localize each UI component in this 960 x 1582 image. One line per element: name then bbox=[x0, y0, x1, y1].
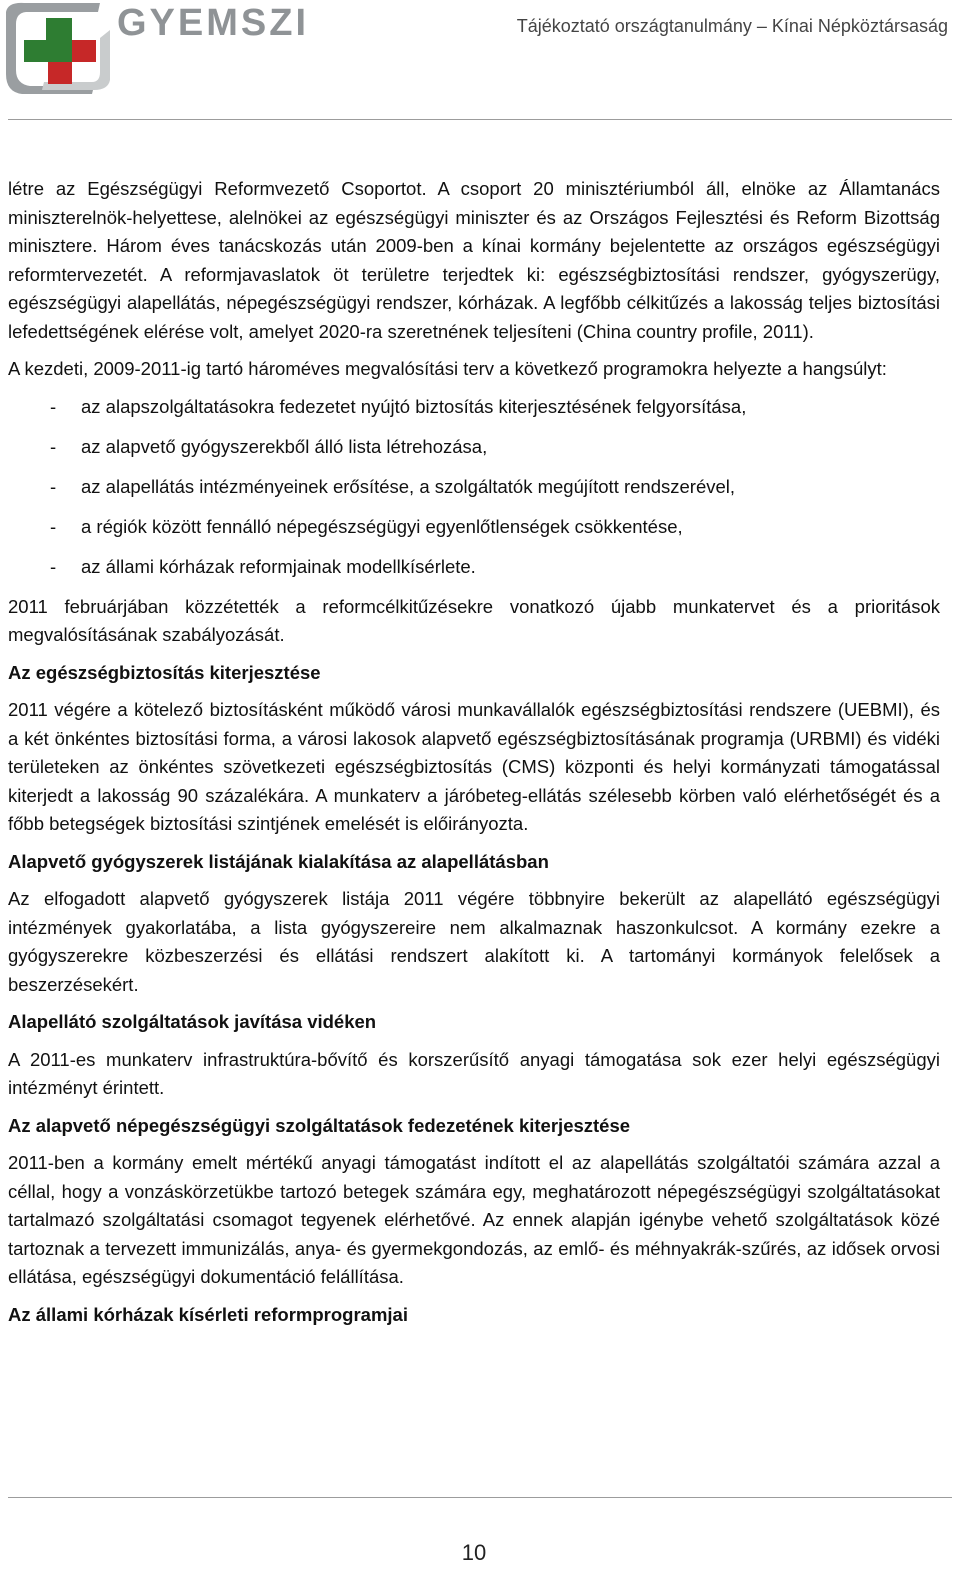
logo-emblem-icon bbox=[2, 0, 117, 95]
page-number: 10 bbox=[461, 1540, 487, 1565]
paragraph: Az elfogadott alapvető gyógyszerek listája 2011 végére többnyire bekerült az alapellátó egészségügyi intézmények gyakorlatába, a lista gyógyszereire nem alkalmaznak haszonkulcsot. A kormány ezekre a gyógyszerekre közbeszerzési és ellátási rendszert alakított ki. A tartományi kormányok felelősek a beszerzésekért. bbox=[8, 888, 940, 995]
program-list bbox=[8, 393, 940, 582]
document-body bbox=[8, 175, 940, 1338]
paragraph: A kezdeti, 2009-2011-ig tartó hároméves megvalósítási terv a következő programokra helyezte a hangsúlyt: bbox=[8, 358, 887, 379]
section-heading: Alapvető gyógyszerek listájának kialakítása az alapellátásban bbox=[8, 850, 549, 872]
footer-divider bbox=[8, 1497, 952, 1498]
paragraph: 2011 februárjában közzétették a reformcélkitűzésekre vonatkozó újabb munkatervet és a prioritások megvalósításának szabályozását. bbox=[8, 595, 940, 645]
paragraph: létre az Egészségügyi Reformvezető Csoportot. A csoport 20 minisztériumból áll, elnöke az Államtanács miniszterelnök-helyettese, alelnökei az egészségügyi miniszter és az Országos Fejlesztési és Reform Bizottság minisztere. Három éves tanácskozás után 2009-ben a kínai kormány bejelentette az országos egészségügyi reformtervezetét. A reformjavaslatok öt területre terjedtek ki: egészségbiztosítási rendszer, gyógyszerügy, egészségügyi alapellátás, népegészségügyi rendszer, kórházak. A legfőbb célkitűzés a lakosság teljes biztosítási lefedettségének elérése volt, amelyet 2020-ra szeretnének teljesíteni (China country profile, 2011). bbox=[8, 178, 940, 342]
document-header-title: Tájékoztató országtanulmány – Kínai Népköztársaság bbox=[516, 16, 948, 36]
section-heading: Az állami kórházak kísérleti reformprogramjai bbox=[8, 1303, 408, 1325]
paragraph: A 2011-es munkaterv infrastruktúra-bővítő és korszerűsítő anyagi támogatása sok ezer helyi egészségügyi intézményt érintett. bbox=[8, 1048, 940, 1098]
paragraph: 2011 végére a kötelező biztosításként működő városi munkavállalók egészségbiztosítási rendszere (UEBMI), és a két önkéntes biztosítási forma, a városi lakosok alapvető egészségbiztosításának programja (URBMI) és vidéki területeken az önkéntes szövetkezeti egészségbiztosítás (CMS) központi és helyi kormányzati támogatással kiterjedt a lakosság 90 százalékára. A munkaterv a járóbeteg-ellátás szélesebb körben való elérhetőségét és a főbb betegségek biztosítási szintjének emelését is előirányozta. bbox=[8, 699, 940, 834]
header-divider bbox=[8, 119, 952, 120]
section-heading: Az egészségbiztosítás kiterjesztése bbox=[8, 661, 321, 683]
list-item: - a régiók között fennálló népegészségügyi egyenlőtlenségek csökkentése, bbox=[8, 513, 940, 542]
list-item: - az alapszolgáltatásokra fedezetet nyújtó biztosítás kiterjesztésének felgyorsítása, bbox=[8, 393, 940, 422]
section-heading: Alapellátó szolgáltatások javítása vidéken bbox=[8, 1011, 377, 1032]
logo-wordmark: GYEMSZI bbox=[117, 2, 310, 44]
list-item: - az állami kórházak reformjainak modellkísérlete. bbox=[8, 553, 940, 582]
section-heading: Az alapvető népegészségügyi szolgáltatások fedezetének kiterjesztése bbox=[8, 1114, 631, 1136]
gyemszi-logo bbox=[2, 0, 310, 95]
list-item: - az alapellátás intézményeinek erősítése, a szolgáltatók megújított rendszerével, bbox=[8, 473, 940, 502]
page-header bbox=[0, 0, 960, 120]
paragraph: 2011-ben a kormány emelt mértékű anyagi támogatást indított el az alapellátás szolgáltatói számára azzal a céllal, hogy a vonzáskörzetükbe tartozó betegek számára egy, meghatározott népegészségügyi szolgáltatásokat tartalmazó szolgáltatási csomagot tegyenek elérhetővé. Az ennek alapján igénybe vehető szolgáltatások közé tartoznak a tervezett immunizálás, anya- és gyermekgondozás, az emlő- és méhnyakrák-szűrés, az idősek orvosi ellátása, egészségügyi dokumentáció felállítása. bbox=[8, 1152, 940, 1287]
list-item: - az alapvető gyógyszerekből álló lista létrehozása, bbox=[8, 433, 940, 462]
